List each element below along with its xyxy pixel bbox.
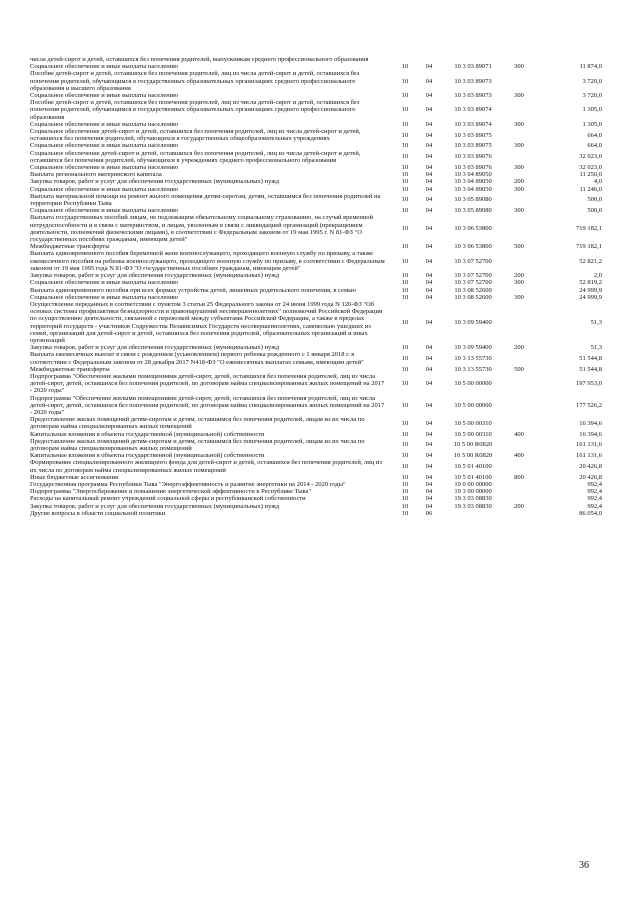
amount: 16 394,6 [579,419,602,427]
row-name: Формирование специализированного жилищного фонда для детей-сирот и детей, оставшихся без попечения родителей, лиц из их числа по договорам найма специализированных жилых помещений [30,459,382,474]
row-name: Осуществление переданных в соответствии с пунктом 3 статьи 25 Федерального закона от 24 июня 1999 года N 120-ФЗ "Об основах системы профилактики безнадзорности и правонарушений несовершеннолетних" полномочий Российской Федерации по осуществлению деятельности, связанной с перевозкой между субъектами Российской Федерации, а также в пределах территорий государств - участников Содружества Независимых Государств несовершеннолетних, самовольно ушедших из семей, организаций для детей-сирот и детей, оставшихся без попечения родителей, образовательных организаций и иных организаций [30,300,383,344]
table-row [30,344,602,351]
amount: 20 426,8 [579,462,602,470]
amount: 51,3 [590,318,602,326]
amount: 11 874,0 [579,63,602,71]
target-article-code: 10 5 00 00000 [454,401,492,409]
row-name: Предоставление жилых помещений детям-сиротам и детям, оставшимся без попечения родителей, лицам из их числа по договорам найма специализированных жилых помещений [30,416,365,431]
table-row [30,243,602,250]
target-article-code: 10 5 01 40100 [454,473,492,481]
subsection-code: 04 [425,164,433,172]
row-name: числа детей-сирот и детей, оставшихся без попечения родителей, выпускникам среднего профессионального образования [30,56,369,63]
table-row [30,416,602,430]
row-name: Выплата единовременного пособия при всех формах устройства детей, лишенных родительского попечения, в семью [30,286,356,294]
row-name: Выплата регионального материнского капитала [30,171,162,179]
target-article-code: 10 3 03 89074 [454,106,492,114]
subsection-code: 04 [425,272,433,280]
row-name: Выплата материальной помощи на ремонт жилого помещения детям-сиротам, детям, оставшимся без попечения родителей на территории Республики Тыва [30,192,381,208]
amount: 51,3 [590,344,602,352]
amount: 52 819,2 [579,279,602,287]
amount: 161 131,6 [576,441,602,449]
table-row [30,121,602,128]
subsection-code: 04 [425,419,433,427]
amount: 32 023,0 [579,164,602,172]
section-code: 10 [401,318,409,326]
table-row [30,99,602,121]
table-row [30,287,602,294]
target-article-code: 10 5 00 00000 [454,380,492,388]
target-article-code: 10 3 05 89080 [454,207,492,215]
target-article-code: 10 3 03 89071 [454,63,492,71]
row-name: Подпрограмма "Обеспечение жилыми помещениями детей-сирот, детей, оставшихся без попечения родителей, лиц из числа детей-сирот, детей, оставшихся без попечения родителей, по договорам найма специализированных жилых помещений на 2017 - 2020 годы" [30,394,385,416]
subsection-code: 04 [425,207,433,215]
row-name: Выплата ежемесячных выплат в связи с рождением (усыновлением) первого ребенка рожденного с 1 января 2018 г. в соответствии с Федеральным законом от 28 декабря 2017 N418-ФЗ "О ежемесячных выплатах семьям, имеющим детей" [30,351,364,366]
amount: 992,4 [587,488,602,496]
section-code: 10 [401,430,409,438]
subsection-code: 04 [425,473,433,481]
subsection-code: 04 [425,178,433,186]
section-code: 10 [401,120,409,128]
table-row [30,481,602,488]
subsection-code: 04 [425,488,433,496]
row-name: Иные бюджетные ассигнования [30,473,119,481]
subsection-code: 04 [425,196,433,204]
target-article-code: 10 3 03 89075 [454,142,492,150]
amount: 992,4 [587,495,602,503]
target-article-code: 19 0 00 00000 [454,480,492,488]
subsection-code: 04 [425,142,433,150]
target-article-code: 10 5 00 R0820 [453,452,493,460]
section-code: 10 [401,495,409,503]
table-row [30,294,602,301]
amount: 11 246,0 [579,185,602,193]
subsection-code: 04 [425,380,433,388]
table-row [30,214,602,243]
row-name: Социальное обеспечение и иные выплаты населению [30,164,179,172]
expense-type-code: 200 [514,178,524,186]
row-name: Предоставление жилых помещений детям-сиротам и детям, оставшимся без попечения родителей, лицам из их числа по договорам найма специализированных жилых помещений [30,437,365,452]
subsection-code: 04 [425,77,433,85]
table-row [30,92,602,99]
amount: 664,0 [587,142,602,150]
section-code: 10 [401,63,409,71]
subsection-code: 04 [425,225,433,233]
amount: 51 544,8 [579,365,602,373]
section-code: 10 [401,77,409,85]
table-row [30,178,602,185]
amount: 992,4 [587,502,602,510]
section-code: 10 [401,178,409,186]
amount: 4,0 [593,178,602,186]
amount: 197 953,0 [576,380,602,388]
table-row [30,142,602,149]
subsection-code: 04 [425,279,433,287]
target-article-code: 10 5 01 40100 [454,462,492,470]
row-name: Социальное обеспечение и иные выплаты населению [30,142,179,150]
table-row [30,272,602,279]
section-code: 10 [401,92,409,100]
section-code: 10 [401,452,409,460]
section-code: 10 [401,441,409,449]
subsection-code: 04 [425,318,433,326]
expense-type-code: 300 [514,142,524,150]
section-code: 10 [401,480,409,488]
section-code: 10 [401,257,409,265]
section-code: 10 [401,153,409,161]
section-code: 10 [401,225,409,233]
table-row [30,503,602,510]
expense-type-code: 200 [514,272,524,280]
row-name: Другие вопросы в области социальной политики [30,509,166,517]
table-row [30,70,602,92]
section-code: 10 [401,473,409,481]
expense-type-code: 300 [514,92,524,100]
target-article-code: 10 3 09 59400 [454,318,492,326]
table-row [30,193,602,207]
table-row [30,459,602,473]
expense-type-code: 300 [514,185,524,193]
row-name: Расходы на капитальный ремонт учреждений социальной сферы и республиканской собственности [30,495,306,503]
row-name: Капитальные вложения в объекты государственной (муниципальной) собственности [30,452,265,460]
row-name: Социальное обеспечение и иные выплаты населению [30,207,179,215]
amount: 32 023,0 [579,153,602,161]
amount: 16 394,6 [579,430,602,438]
amount: 500,0 [587,207,602,215]
subsection-code: 04 [425,344,433,352]
amount: 177 526,2 [576,401,602,409]
row-name: Закупка товаров, работ и услуг для обеспечения государственных (муниципальных) нужд [30,272,280,280]
section-code: 10 [401,344,409,352]
target-article-code: 10 3 06 53800 [454,243,492,251]
expense-type-code: 400 [514,452,524,460]
row-name: Капитальные вложения в объекты государственной (муниципальной) собственности [30,430,265,438]
target-article-code: 10 3 03 89075 [454,131,492,139]
target-article-code: 10 3 08 52600 [454,293,492,301]
subsection-code: 04 [425,462,433,470]
subsection-code: 04 [425,120,433,128]
table-row [30,250,602,272]
subsection-code: 04 [425,131,433,139]
subsection-code: 04 [425,430,433,438]
expense-type-code: 300 [514,279,524,287]
target-article-code: 10 3 04 89050 [454,171,492,179]
row-name: Социальное обеспечение детей-сирот и детей, оставшихся без попечения родителей, лиц из числа детей-сирот и детей, оставшихся без попечения родителей, обучающихся в государственных общеобразовательных учреждениях [30,128,361,143]
row-name: Пособие детей-сирот и детей, оставшихся без попечения родителей, лиц из числа детей-сирот и детей, оставшихся без попечения родителей, обучающимся в государственных образовательных организациях среднего профессионального образования [30,99,360,121]
row-name: Закупка товаров, работ и услуг для обеспечения государственных (муниципальных) нужд [30,344,280,352]
row-name: Межбюджетные трансферты [30,243,110,251]
amount: 2,0 [593,272,602,280]
section-code: 10 [401,354,409,362]
target-article-code: 10 3 07 52700 [454,257,492,265]
row-name: Социальное обеспечение и иные выплаты населению [30,293,179,301]
amount: 86 054,0 [579,509,602,517]
amount: 719 182,1 [576,225,602,233]
target-article-code: 10 3 04 89050 [454,185,492,193]
table-row [30,488,602,495]
target-article-code: 19 3 00 00000 [454,488,492,496]
amount: 3 720,0 [582,92,602,100]
table-row [30,495,602,502]
amount: 51 544,8 [579,354,602,362]
target-article-code: 10 3 07 52700 [454,279,492,287]
target-article-code: 10 5 00 00310 [454,430,492,438]
amount: 1 305,0 [582,106,602,114]
table-row [30,150,602,164]
row-name: Социальное обеспечение и иные выплаты населению [30,92,179,100]
expense-type-code: 300 [514,293,524,301]
section-code: 10 [401,142,409,150]
expense-type-code: 300 [514,120,524,128]
table-row [30,351,602,365]
budget-table [30,56,602,517]
row-name: Межбюджетные трансферты [30,365,110,373]
target-article-code: 10 3 13 55730 [454,365,492,373]
row-name: Закупка товаров, работ и услуг для обеспечения государственных (муниципальных) нужд [30,502,280,510]
row-name: Выплата единовременного пособия беременной жене военнослужащего, проходящего военную службу по призыву, а также ежемесячного пособия на ребенка военнослужащего, проходящего военную службу по призыву, в соответствии с Федеральным законом от 19 мая 1995 года N 81-ФЗ "О государственных пособиях гражданам, имеющим детей" [30,250,385,272]
section-code: 10 [401,293,409,301]
row-name: Социальное обеспечение и иные выплаты населению [30,120,179,128]
expense-type-code: 300 [514,164,524,172]
row-name: Социальное обеспечение детей-сирот и детей, оставшихся без попечения родителей, лиц из числа детей-сирот и детей, оставшихся без попечения родителей, обучающихся в учреждениях среднего профессионального образования [30,149,361,164]
section-code: 10 [401,365,409,373]
amount: 11 250,0 [579,171,602,179]
section-code: 10 [401,462,409,470]
target-article-code: 19 3 03 08830 [454,495,492,503]
amount: 3 720,0 [582,77,602,85]
table-row [30,373,602,395]
row-name: Закупка товаров, работ и услуг для обеспечения государственных (муниципальных) нужд [30,178,280,186]
section-code: 10 [401,286,409,294]
table-row [30,164,602,171]
target-article-code: 10 3 03 89076 [454,153,492,161]
target-article-code: 10 3 03 89074 [454,120,492,128]
subsection-code: 04 [425,257,433,265]
expense-type-code: 500 [514,365,524,373]
section-code: 10 [401,185,409,193]
table-row [30,128,602,142]
amount: 24 999,9 [579,293,602,301]
target-article-code: 19 3 03 08830 [454,502,492,510]
target-article-code: 10 5 00 R0820 [453,441,493,449]
amount: 992,4 [587,480,602,488]
amount: 161 131,6 [576,452,602,460]
target-article-code: 10 3 04 89050 [454,178,492,186]
subsection-code: 04 [425,354,433,362]
target-article-code: 10 3 03 89073 [454,77,492,85]
subsection-code: 04 [425,286,433,294]
subsection-code: 04 [425,243,433,251]
table-row [30,474,602,481]
table-row [30,279,602,286]
target-article-code: 10 3 09 59400 [454,344,492,352]
table-row [30,395,602,417]
amount: 1 305,0 [582,120,602,128]
target-article-code: 10 5 00 00310 [454,419,492,427]
section-code: 10 [401,164,409,172]
target-article-code: 10 3 08 52600 [454,286,492,294]
amount: 500,0 [587,196,602,204]
section-code: 10 [401,279,409,287]
subsection-code: 04 [425,480,433,488]
row-name: Государственная программа Республики Тыва "Энергоэффективность и развитие энергетики на 2014 - 2020 годы" [30,480,346,488]
target-article-code: 10 3 13 55730 [454,354,492,362]
table-row [30,186,602,193]
amount: 664,0 [587,131,602,139]
expense-type-code: 400 [514,430,524,438]
subsection-code: 04 [425,106,433,114]
subsection-code: 06 [425,509,433,517]
subsection-code: 04 [425,63,433,71]
subsection-code: 04 [425,495,433,503]
section-code: 10 [401,106,409,114]
subsection-code: 04 [425,185,433,193]
section-code: 10 [401,502,409,510]
section-code: 10 [401,243,409,251]
table-row [30,431,602,438]
section-code: 10 [401,207,409,215]
amount: 719 182,1 [576,243,602,251]
table-row [30,63,602,70]
section-code: 10 [401,196,409,204]
target-article-code: 10 3 03 89073 [454,92,492,100]
row-name: Подпрограмма "Энергосбережение и повышение энергетической эффективности в Республике Тыва" [30,488,312,496]
amount: 24 999,9 [579,286,602,294]
section-code: 10 [401,419,409,427]
table-row [30,510,602,517]
row-name: Выплата государственных пособий лицам, не подлежащим обязательному социальному страхованию, на случай временной нетрудоспособности и в связи с материнством, и лицам, уволенным в связи с ликвидацией организаций (прекращением деятельности, полномочий физическими лицами), в соответствии с Федеральным законом от 19 мая 1995 г. N 81-ФЗ "О государственных пособиях гражданам, имеющим детей" [30,214,374,244]
expense-type-code: 200 [514,344,524,352]
target-article-code: 10 3 03 89076 [454,164,492,172]
section-code: 10 [401,380,409,388]
row-name: Пособие детей-сирот и детей, оставшихся без попечения родителей, лиц из числа детей-сирот и детей, оставшихся без попечения родителей, обучающимся в государственных образовательных организациях среднего профессионального образования и высшего образования [30,70,360,92]
section-code: 10 [401,509,409,517]
section-code: 10 [401,272,409,280]
subsection-code: 04 [425,92,433,100]
expense-type-code: 300 [514,207,524,215]
row-name: Социальное обеспечение и иные выплаты населению [30,279,179,287]
table-row [30,366,602,373]
row-name: Социальное обеспечение и иные выплаты населению [30,185,179,193]
table-row [30,438,602,452]
amount: 52 821,2 [579,257,602,265]
table-row [30,171,602,178]
page-number: 36 [579,860,589,871]
subsection-code: 04 [425,452,433,460]
subsection-code: 04 [425,293,433,301]
table-row [30,56,602,63]
subsection-code: 04 [425,401,433,409]
row-name: Подпрограмма "Обеспечение жилыми помещениями детей-сирот, детей, оставшихся без попечения родителей, лиц из числа детей-сирот, детей, оставшихся без попечения родителей, по договорам найма специализированных жилых помещений на 2017 - 2020 годы" [30,372,385,395]
expense-type-code: 300 [514,63,524,71]
table-row [30,452,602,459]
subsection-code: 04 [425,171,433,179]
expense-type-code: 800 [514,473,524,481]
section-code: 10 [401,401,409,409]
section-code: 10 [401,488,409,496]
table-row [30,301,602,344]
table-row [30,207,602,214]
target-article-code: 10 3 06 53800 [454,225,492,233]
amount: 20 426,8 [579,473,602,481]
subsection-code: 04 [425,502,433,510]
subsection-code: 04 [425,153,433,161]
row-name: Социальное обеспечение и иные выплаты населению [30,63,179,71]
expense-type-code: 200 [514,502,524,510]
section-code: 10 [401,131,409,139]
target-article-code: 10 3 07 52700 [454,272,492,280]
subsection-code: 04 [425,365,433,373]
subsection-code: 04 [425,441,433,449]
expense-type-code: 500 [514,243,524,251]
target-article-code: 10 3 05 89080 [454,196,492,204]
section-code: 10 [401,171,409,179]
